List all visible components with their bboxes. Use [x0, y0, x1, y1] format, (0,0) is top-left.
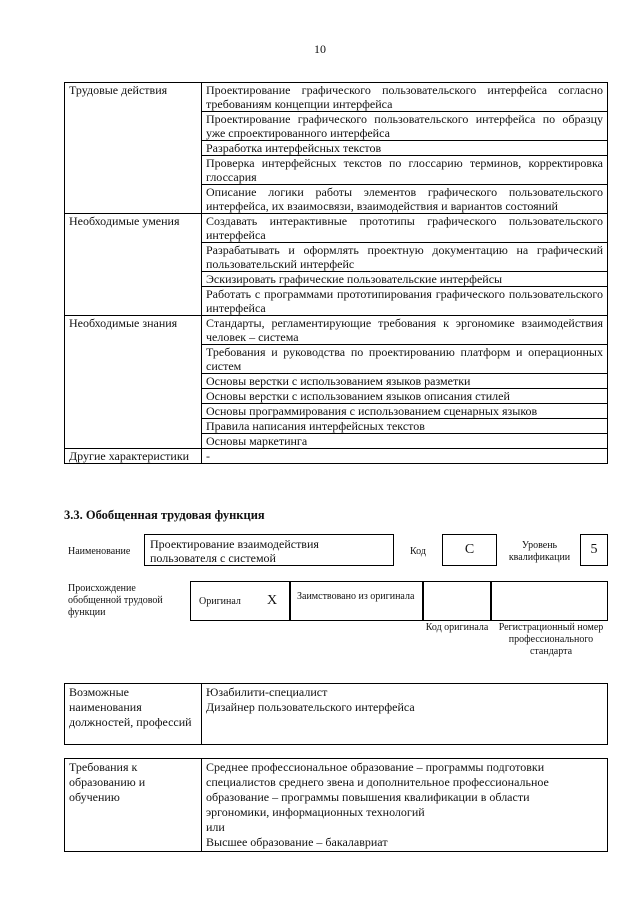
code-original-label: Код оригинала [425, 622, 489, 633]
table-cell: Описание логики работы элементов графического пользовательского интерфейса, их взаимосвязи, взаимодействия и вариантов состояний [202, 185, 608, 214]
level-field: 5 [580, 534, 608, 566]
education-line: образование – программы повышения квалификации в области [206, 790, 530, 804]
table-cell: Требования и руководства по проектированию платформ и операционных систем [202, 345, 608, 374]
positions-header: Возможные наименования должностей, профессий [65, 684, 202, 745]
reg-number-cell [491, 581, 608, 621]
education-line: эргономики, информационных технологий [206, 805, 425, 819]
positions-table [64, 683, 608, 745]
education-line: или [206, 820, 225, 834]
level-label: Уровень квалификации [508, 540, 571, 563]
position-item: Юзабилити-специалист [206, 685, 328, 699]
row-header: Необходимые знания [65, 316, 202, 449]
reg-number-label: Регистрационный номер профессионального стандарта [498, 622, 604, 657]
section-title: 3.3. Обобщенная трудовая функция [64, 508, 265, 522]
original-cell [190, 581, 290, 621]
table-cell: Основы маркетинга [202, 434, 608, 449]
origin-label: Происхождение обобщенной трудовой функции [68, 583, 163, 618]
table-cell: Создавать интерактивные прототипы графического пользовательского интерфейса [202, 214, 608, 243]
labor-functions-table [64, 82, 608, 464]
table-cell: Разработка интерфейсных текстов [202, 141, 608, 156]
table-cell: Основы верстки с использованием языков разметки [202, 374, 608, 389]
name-label: Наименование [68, 546, 131, 557]
original-mark: X [267, 593, 278, 608]
position-item: Дизайнер пользовательского интерфейса [206, 700, 415, 714]
row-header: Необходимые умения [65, 214, 202, 316]
page-number: 10 [314, 42, 326, 56]
row-header: Трудовые действия [65, 83, 202, 214]
original-label: Оригинал [199, 596, 241, 607]
code-original-cell [423, 581, 491, 621]
function-name-field: Проектирование взаимодействия пользователя с системой [144, 534, 394, 566]
table-cell: Проектирование графического пользовательского интерфейса согласно требованиям концепции интерфейса [202, 83, 608, 112]
education-header: Требования к образованию и обучению [65, 759, 202, 852]
borrowed-label: Заимствовано из оригинала [297, 591, 415, 602]
table-cell: Работать с программами прототипирования графического пользовательского интерфейса [202, 287, 608, 316]
table-cell: Проектирование графического пользовательского интерфейса по образцу уже спроектированного интерфейса [202, 112, 608, 141]
table-cell: - [202, 449, 608, 464]
education-line: Высшее образование – бакалавриат [206, 835, 388, 849]
code-field: C [442, 534, 497, 566]
borrowed-cell [290, 581, 423, 621]
table-cell: Проверка интерфейсных текстов по глоссарию терминов, корректировка глоссария [202, 156, 608, 185]
table-cell: Разрабатывать и оформлять проектную документацию на графический пользовательский интерфейс [202, 243, 608, 272]
positions-list [202, 684, 608, 745]
education-table [64, 758, 608, 852]
education-line: Среднее профессиональное образование – программы подготовки [206, 760, 545, 774]
table-cell: Эскизировать графические пользовательские интерфейсы [202, 272, 608, 287]
education-line: специалистов среднего звена и дополнительное профессиональное [206, 775, 549, 789]
education-list [202, 759, 608, 852]
table-cell: Основы верстки с использованием языков описания стилей [202, 389, 608, 404]
table-cell: Стандарты, регламентирующие требования к эргономике взаимодействия человек – система [202, 316, 608, 345]
table-cell: Правила написания интерфейсных текстов [202, 419, 608, 434]
table-cell: Основы программирования с использованием сценарных языков [202, 404, 608, 419]
code-label: Код [410, 546, 426, 557]
row-header: Другие характеристики [65, 449, 202, 464]
